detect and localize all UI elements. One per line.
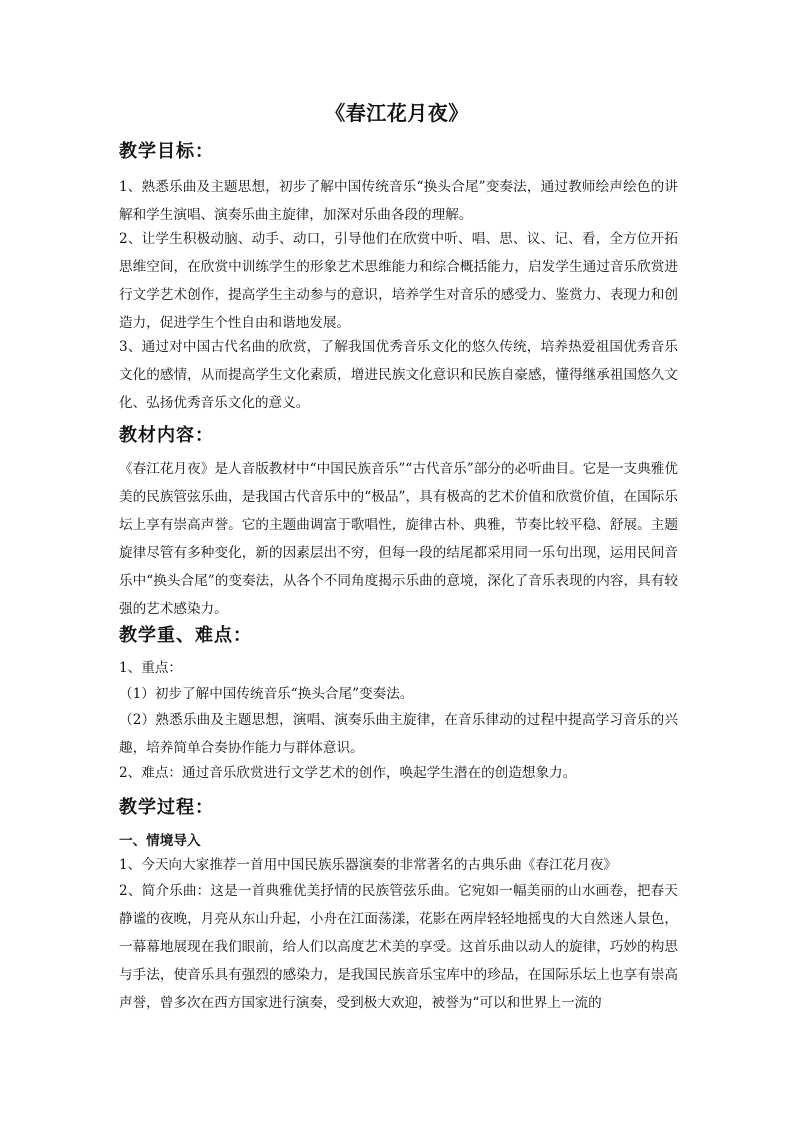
focus-item-2: （2）熟悉乐曲及主题思想，演唱、演奏乐曲主旋律，在音乐律动的过程中提高学习音乐的兴趣，培养简单合奏协作能力与群体意识。 bbox=[119, 712, 678, 756]
step1-item-1: 1、今天向大家推荐一首用中国民族乐器演奏的非常著名的古典乐曲《春江花月夜》 bbox=[119, 857, 618, 873]
difficulty-item: 2、难点：通过音乐欣赏进行文学艺术的创作，唤起学生潜在的创造想象力。 bbox=[119, 765, 577, 781]
goal-item-3: 3、通过对中国古代名曲的欣赏，了解我国优秀音乐文化的悠久传统，培养热爱祖国优秀音乐文化的感情，从而提高学生文化素质，增进民族文化意识和民族自豪感，懂得继承祖国悠久文化、弘扬优秀音乐文化的意义。 bbox=[119, 339, 678, 411]
focus-label: 1、重点： bbox=[119, 660, 183, 676]
focus-item-1: （1）初步了解中国传统音乐“换头合尾”变奏法。 bbox=[119, 686, 414, 702]
document-title: 《春江花月夜》 bbox=[325, 101, 469, 125]
heading-teaching-process: 教学过程： bbox=[119, 797, 214, 818]
material-content-text: 《春江花月夜》是人音版教材中“中国民族音乐”“古代音乐”部分的必听曲目。它是一支典雅优美的民族管弦乐曲，是我国古代音乐中的“极品”，具有极高的艺术价值和欣赏价值，在国际乐坛上享有崇高声誉。它的主题曲调富于歌唱性，旋律古朴、典雅，节奏比较平稳、舒展。主题旋律尽管有多种变化，新的因素层出不穷，但每一段的结尾都采用同一乐句出现，运用民间音乐中“换头合尾”的变奏法，从各个不同角度揭示乐曲的意境，深化了音乐表现的内容，具有较强的艺术感染力。 bbox=[119, 461, 678, 617]
heading-key-points: 教学重、难点： bbox=[119, 625, 252, 646]
heading-teaching-goals: 教学目标： bbox=[119, 141, 214, 162]
goal-item-1: 1、熟悉乐曲及主题思想，初步了解中国传统音乐“换头合尾”变奏法，通过教师绘声绘色的讲解和学生演唱、演奏乐曲主旋律，加深对乐曲各段的理解。 bbox=[119, 179, 678, 223]
goal-item-2: 2、让学生积极动脑、动手、动口，引导他们在欣赏中听、唱、思、议、记、看，全方位开拓思维空间，在欣赏中训练学生的形象艺术思维能力和综合概括能力，启发学生通过音乐欣赏进行文学艺术创作，提高学生主动参与的意识，培养学生对音乐的感受力、鉴赏力、表现力和创造力，促进学生个性自由和谐地发展。 bbox=[119, 231, 678, 331]
step1-title: 一、情境导入 bbox=[119, 833, 201, 849]
step1-item-2: 2、简介乐曲：这是一首典雅优美抒情的民族管弦乐曲。它宛如一幅美丽的山水画卷，把春天静谧的夜晚，月亮从东山升起，小舟在江面荡漾，花影在两岸轻轻地摇曳的大自然迷人景色，一幕幕地展现在我们眼前，给人们以高度艺术美的享受。这首乐曲以动人的旋律，巧妙的构思与手法，使音乐具有强烈的感染力，是我国民族音乐宝库中的珍品，在国际乐坛上也享有崇高声誉，曾多次在西方国家进行演奏，受到极大欢迎，被誉为“可以和世界上一流的 bbox=[119, 883, 678, 1011]
heading-material-content: 教材内容： bbox=[119, 425, 214, 446]
